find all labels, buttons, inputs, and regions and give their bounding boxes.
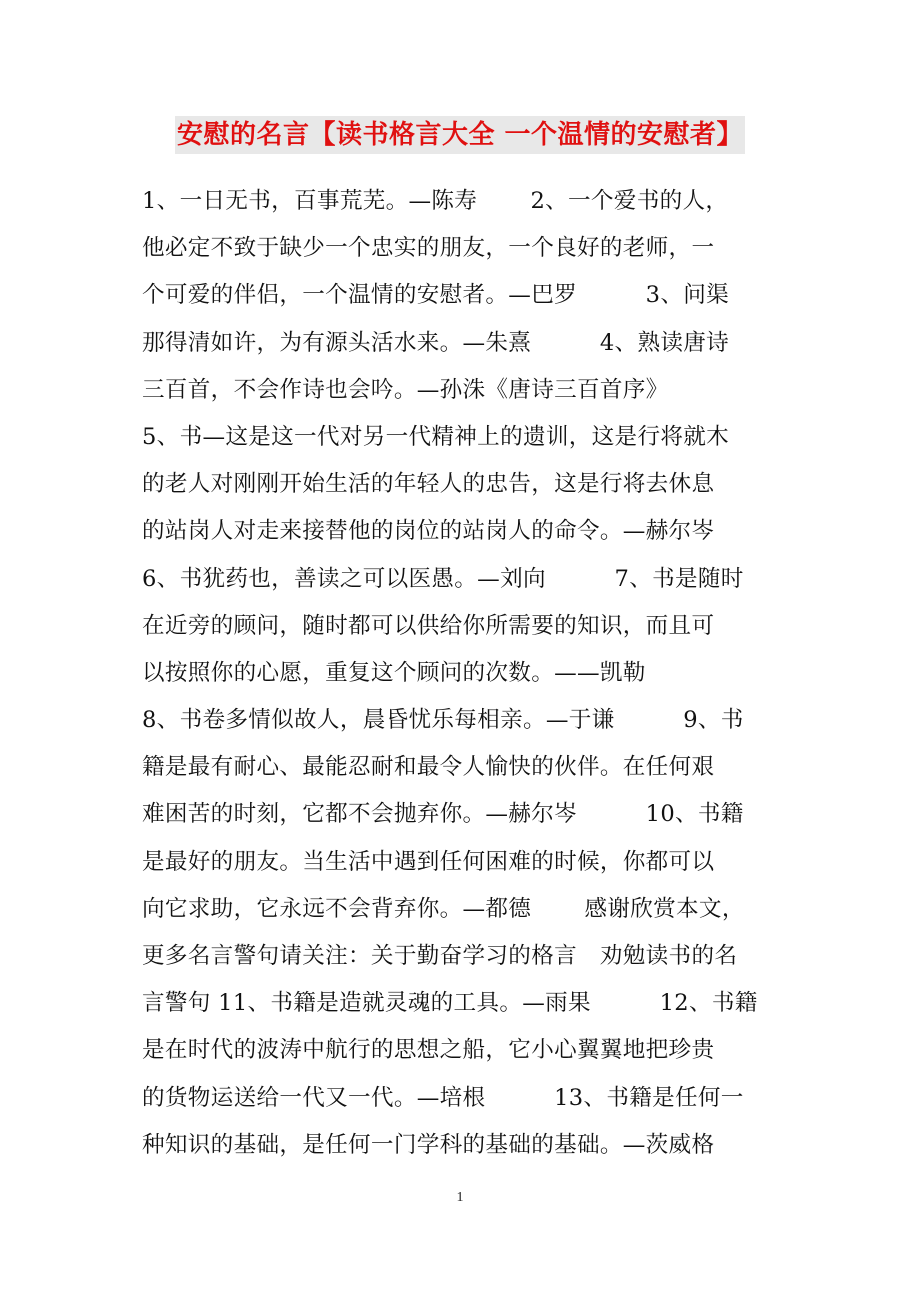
document-title: 安慰的名言【读书格言大全 一个温情的安慰者】 [175,116,745,154]
document-body [142,178,780,1169]
body-line: 是在时代的波涛中航行的思想之船，它小心翼翼地把珍贵 [142,1037,715,1064]
body-line: 的站岗人对走来接替他的岗位的站岗人的命令。—赫尔岑 [142,518,715,545]
body-line: 是最好的朋友。当生活中遇到任何困难的时候，你都可以 [142,848,715,875]
body-line: 言警句 11、书籍是造就灵魂的工具。—雨果 12、书籍 [142,990,758,1017]
body-line: 难困苦的时刻，它都不会抛弃你。—赫尔岑 10、书籍 [142,801,744,828]
body-line: 三百首，不会作诗也会吟。—孙洙《唐诗三百首序》 [142,376,669,403]
body-line: 那得清如许，为有源头活水来。—朱熹 4、熟读唐诗 [142,329,730,356]
page-number: 1 [456,1190,464,1205]
body-line: 籍是最有耐心、最能忍耐和最令人愉快的伙伴。在任何艰 [142,754,715,781]
body-line: 在近旁的顾问，随时都可以供给你所需要的知识，而且可 [142,612,715,639]
body-line: 8、书卷多情似故人，晨昏忧乐每相亲。—于谦 9、书 [142,707,744,734]
body-line: 更多名言警句请关注：关于勤奋学习的格言 劝勉读书的名 [142,943,738,969]
body-line: 的老人对刚刚开始生活的年轻人的忠告，这是行将去休息 [142,471,715,498]
body-line: 6、书犹药也，善读之可以医愚。—刘向 7、书是随时 [142,565,744,592]
body-line: 1、一日无书，百事荒芜。—陈寿 2、一个爱书的人， [142,188,729,214]
title-container [0,116,920,154]
body-line: 向它求助，它永远不会背弃你。—都德 感谢欣赏本文， [142,895,745,922]
body-line: 他必定不致于缺少一个忠实的朋友，一个良好的老师，一 [142,235,715,262]
body-line: 以按照你的心愿，重复这个顾问的次数。——凯勒 [142,659,646,686]
body-line: 的货物运送给一代又一代。—培根 13、书籍是任何一 [142,1084,744,1111]
body-line: 个可爱的伴侣，一个温情的安慰者。—巴罗 3、问渠 [142,282,730,309]
body-line: 5、书—这是这一代对另一代精神上的遗训，这是行将就木 [142,423,730,450]
body-line: 种知识的基础，是任何一门学科的基础的基础。—茨威格 [142,1131,715,1158]
